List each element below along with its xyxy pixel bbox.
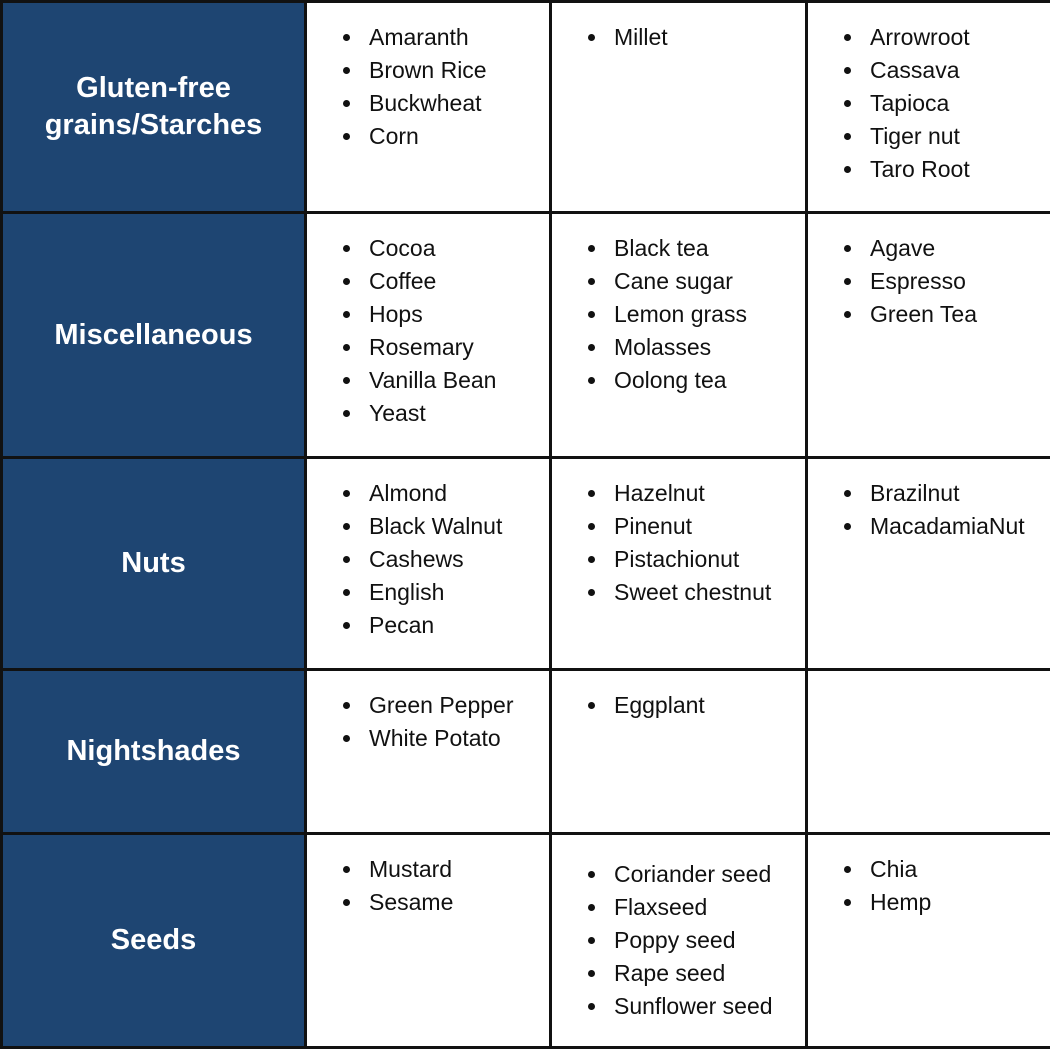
- item-cell: [807, 213, 1050, 458]
- table-row: [2, 2, 1050, 213]
- item-list: [552, 689, 805, 722]
- list-item: Cocoa: [369, 232, 549, 265]
- list-item: Rosemary: [369, 331, 549, 364]
- list-item: Cane sugar: [614, 265, 805, 298]
- category-label: Nuts: [2, 458, 306, 670]
- item-list: [552, 21, 805, 54]
- list-item: White Potato: [369, 722, 549, 755]
- item-list: [808, 232, 1050, 331]
- item-list: [307, 477, 549, 642]
- list-item: Amaranth: [369, 21, 549, 54]
- list-item: Brazilnut: [870, 477, 1050, 510]
- list-item: Coriander seed: [614, 858, 805, 891]
- list-item: Rape seed: [614, 957, 805, 990]
- item-list: [307, 21, 549, 153]
- list-item: Taro Root: [870, 153, 1050, 186]
- list-item: Hops: [369, 298, 549, 331]
- list-item: Green Pepper: [369, 689, 549, 722]
- category-label: Miscellaneous: [2, 213, 306, 458]
- list-item: Pistachionut: [614, 543, 805, 576]
- list-item: Green Tea: [870, 298, 1050, 331]
- item-list: [808, 853, 1050, 919]
- item-cell: [306, 213, 551, 458]
- list-item: Molasses: [614, 331, 805, 364]
- list-item: Chia: [870, 853, 1050, 886]
- list-item: Vanilla Bean: [369, 364, 549, 397]
- list-item: Pinenut: [614, 510, 805, 543]
- item-list: [307, 689, 549, 755]
- list-item: Mustard: [369, 853, 549, 886]
- list-item: Eggplant: [614, 689, 805, 722]
- item-list: [307, 232, 549, 430]
- list-item: Agave: [870, 232, 1050, 265]
- item-cell: [807, 834, 1050, 1048]
- item-cell: [807, 458, 1050, 670]
- table-row: [2, 213, 1050, 458]
- item-list: [552, 858, 805, 1023]
- table-row: [2, 458, 1050, 670]
- list-item: Tapioca: [870, 87, 1050, 120]
- list-item: Cashews: [369, 543, 549, 576]
- list-item: Black Walnut: [369, 510, 549, 543]
- item-cell: [551, 670, 807, 834]
- item-cell: [306, 834, 551, 1048]
- item-cell: [306, 458, 551, 670]
- category-label: Seeds: [2, 834, 306, 1048]
- list-item: Brown Rice: [369, 54, 549, 87]
- item-cell: [551, 2, 807, 213]
- item-list: [307, 853, 549, 919]
- list-item: Espresso: [870, 265, 1050, 298]
- table-row: [2, 670, 1050, 834]
- item-cell: [551, 834, 807, 1048]
- list-item: Sweet chestnut: [614, 576, 805, 609]
- list-item: Corn: [369, 120, 549, 153]
- category-label: Nightshades: [2, 670, 306, 834]
- list-item: Sesame: [369, 886, 549, 919]
- list-item: Yeast: [369, 397, 549, 430]
- item-cell: [807, 2, 1050, 213]
- list-item: Oolong tea: [614, 364, 805, 397]
- item-list: [552, 477, 805, 609]
- list-item: Pecan: [369, 609, 549, 642]
- list-item: Buckwheat: [369, 87, 549, 120]
- list-item: Flaxseed: [614, 891, 805, 924]
- list-item: Lemon grass: [614, 298, 805, 331]
- list-item: Poppy seed: [614, 924, 805, 957]
- list-item: Black tea: [614, 232, 805, 265]
- item-cell: [551, 213, 807, 458]
- list-item: Sunflower seed: [614, 990, 805, 1023]
- item-list: [808, 477, 1050, 543]
- list-item: Millet: [614, 21, 805, 54]
- list-item: Arrowroot: [870, 21, 1050, 54]
- table-row: [2, 834, 1050, 1048]
- list-item: Hemp: [870, 886, 1050, 919]
- item-list: [808, 21, 1050, 186]
- item-cell: [551, 458, 807, 670]
- list-item: Cassava: [870, 54, 1050, 87]
- list-item: Hazelnut: [614, 477, 805, 510]
- list-item: Tiger nut: [870, 120, 1050, 153]
- item-cell: [306, 2, 551, 213]
- category-label: Gluten-free grains/Starches: [2, 2, 306, 213]
- item-cell: [306, 670, 551, 834]
- empty-item-cell: [807, 670, 1050, 834]
- list-item: Coffee: [369, 265, 549, 298]
- list-item: English: [369, 576, 549, 609]
- list-item: Almond: [369, 477, 549, 510]
- list-item: MacadamiaNut: [870, 510, 1050, 543]
- item-list: [552, 232, 805, 397]
